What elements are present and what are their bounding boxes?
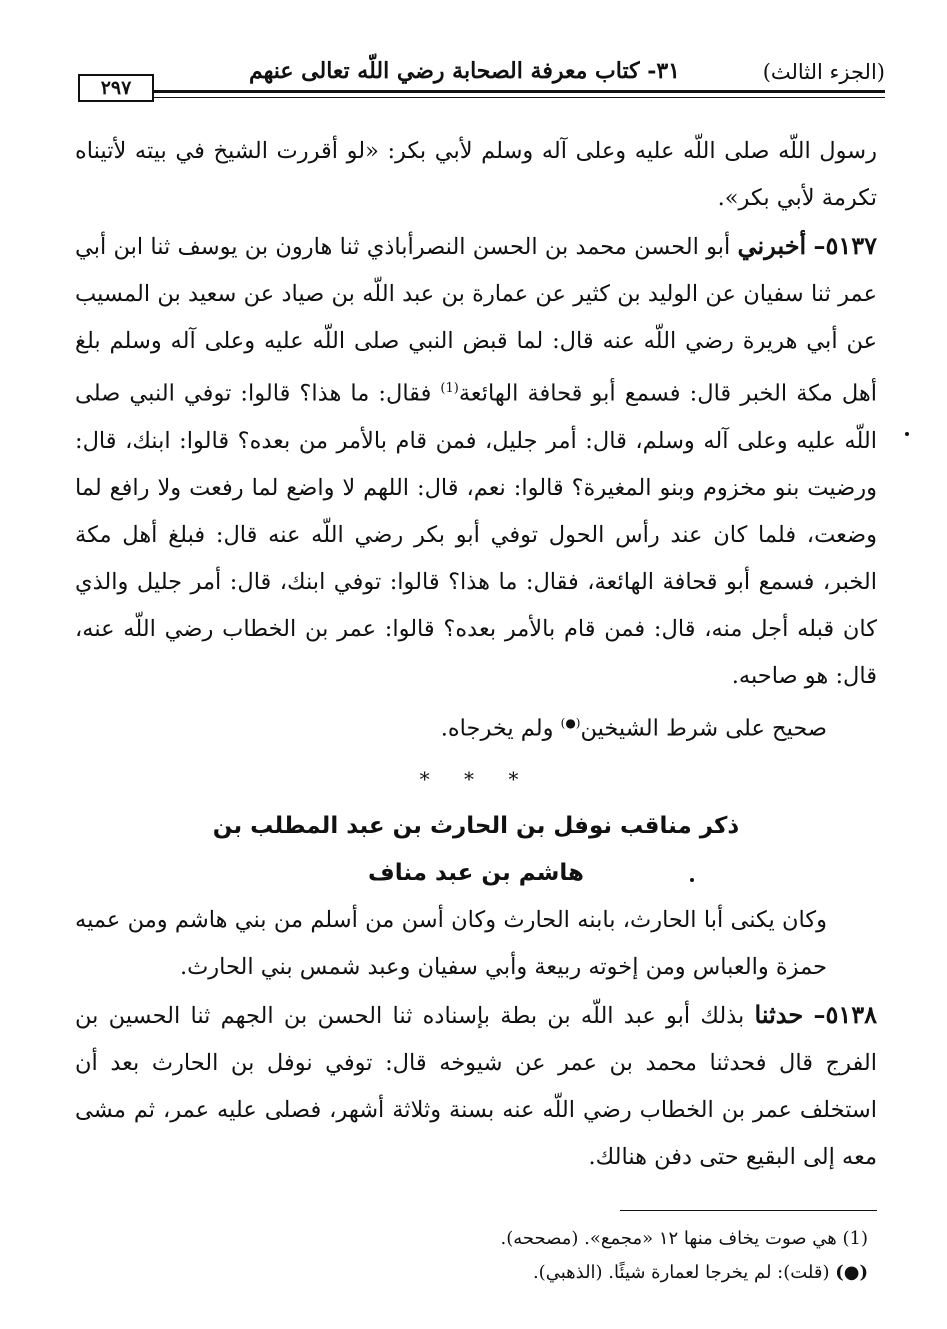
section-title: ذكر مناقب نوفل بن الحارث بن عبد المطلب بن xyxy=(212,813,740,839)
hadith-lead: حدثنا xyxy=(754,1000,804,1029)
paragraph-continuation: رسول اللّه صلى اللّه عليه وعلى آله وسلم لأبي بكر: «لو أقررت الشيخ في بيته لأتيناه تكرمة لأبي بكر». xyxy=(75,138,877,211)
footnote-rule xyxy=(620,1210,877,1211)
footnote-marker[interactable]: (●) xyxy=(560,715,581,730)
footnote-label: (●) xyxy=(835,1262,868,1283)
hadith-lead: أخبرني xyxy=(737,231,807,260)
chapter-title: ٣١- كتاب معرفة الصحابة رضي اللّه تعالى عنهم xyxy=(248,58,680,84)
header-rule xyxy=(152,90,885,93)
footnote-marker[interactable]: (1) xyxy=(440,381,459,396)
hadith-5137 xyxy=(75,222,877,700)
hadith-text: بذلك أبو عبد اللّه بن بطة بإسناده ثنا الحسن بن الجهم ثنا الحسين بن الفرج قال فحدثنا محمد بن عمر عن شيوخه قال: توفي نوفل بن الحارث بعد أن استخلف عمر بن الخطاب رضي اللّه عنه بسنة وثلاثة أشهر، فصلى عليه عمر، ثم مشى معه إلى البقيع حتى دفن هنالك. xyxy=(75,1003,877,1170)
hadith-number: ٥١٣٧– xyxy=(813,231,877,260)
hadith-number: ٥١٣٨– xyxy=(813,1000,877,1029)
scan-speck xyxy=(690,878,694,882)
hadith-5138 xyxy=(75,991,877,1181)
footnotes xyxy=(300,1222,868,1290)
page-number: ٢٩٧ xyxy=(78,74,154,102)
footnote-text: (قلت): لم يخرجا لعمارة شيئًا. (الذهبي). xyxy=(532,1262,830,1283)
scan-speck xyxy=(905,432,909,436)
footnote-2 xyxy=(300,1256,868,1290)
volume-label: (الجزء الثالث) xyxy=(762,60,885,84)
hadith-text-cont: فقال: ما هذا؟ قالوا: توفي النبي صلى اللّه عليه وعلى آله وسلم، قال: أمر جليل، فمن قام بالأمر من بعده؟ قالوا: ابنك، قال: ورضيت بنو مخزوم وبنو المغيرة؟ قالوا: نعم، قال: اللهم لا واضع لما رفعت ولا رافع لما وضعت، فلما كان عند رأس الحول توفي أبو بكر رضي اللّه عنه قال: فبلغ أهل مكة الخبر، فسمع أبو قحافة الهائعة، فقال: ما هذا؟ قالوا: توفي ابنك، قال: أمر جليل والذي كان قبله أجل منه، قال: فمن قام بالأمر بعده؟ قالوا: عمر بن الخطاب رضي اللّه عنه، قال: هو صاحبه. xyxy=(75,380,877,689)
verdict xyxy=(75,700,877,753)
verdict-text: صحيح على شرط الشيخين xyxy=(580,715,827,741)
page-header xyxy=(70,52,885,98)
header-rule-thin xyxy=(152,97,885,98)
main-text xyxy=(75,128,877,1181)
section-title-line2: هاشم بن عبد مناف xyxy=(368,860,584,886)
separator-stars: * * * xyxy=(419,767,533,791)
footnote-1 xyxy=(300,1222,868,1256)
hadith-text: أبو الحسن محمد بن الحسن النصرأباذي ثنا هارون بن يوسف ثنا ابن أبي عمر ثنا سفيان عن الوليد بن كثير عن عمارة بن عبد اللّه بن صياد عن سعيد بن المسيب عن أبي هريرة رضي اللّه عنه قال: لما قبض النبي صلى اللّه عليه وعلى آله وسلم بلغ أهل مكة الخبر قال: فسمع أبو قحافة الهائعة xyxy=(75,234,877,407)
verdict-end: ولم يخرجاه. xyxy=(440,715,561,741)
footnote-label: (1) xyxy=(842,1228,868,1249)
footnote-text: هي صوت يخاف منها ١٢ «مجمع». (مصححه). xyxy=(500,1228,837,1249)
section-intro: وكان يكنى أبا الحارث، بابنه الحارث وكان أسن من أسلم من بني هاشم ومن عميه حمزة والعباس ومن إخوته ربيعة وأبي سفيان وعبد شمس بني الحارث. xyxy=(75,907,827,980)
